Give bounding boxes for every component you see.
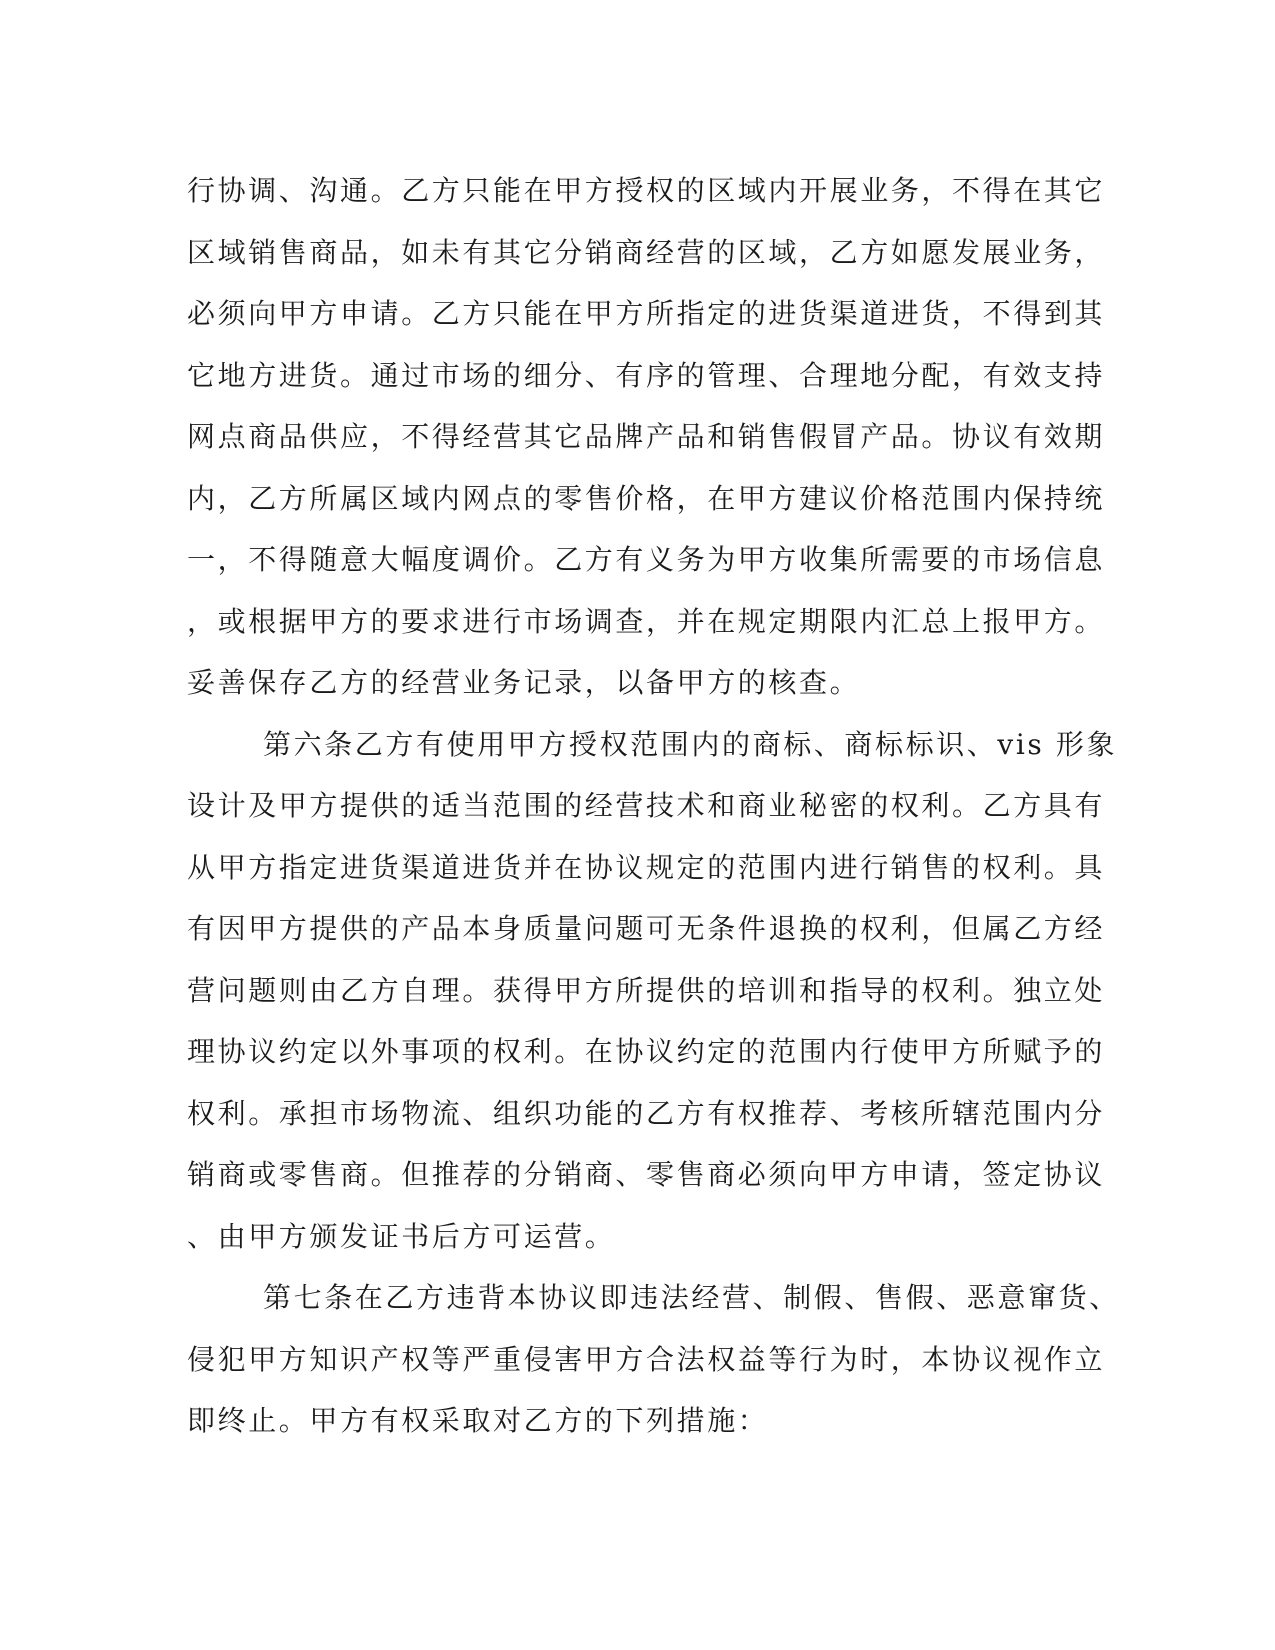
text-line: 行协调、沟通。乙方只能在甲方授权的区域内开展业务，不得在其它 [187, 174, 1106, 207]
text-line: ，或根据甲方的要求进行市场调查，并在规定期限内汇总上报甲方。 [187, 604, 1106, 638]
text-line: 必须向甲方申请。乙方只能在甲方所指定的进货渠道进货，不得到其 [187, 297, 1106, 330]
text-line: 、由甲方颁发证书后方可运营。 [187, 1219, 616, 1253]
text-line: 即终止。甲方有权采取对乙方的下列措施： [187, 1404, 769, 1437]
text-line: 权利。承担市场物流、组织功能的乙方有权推荐、考核所辖范围内分 [187, 1096, 1106, 1130]
text-line: 区域销售商品，如未有其它分销商经营的区域，乙方如愿发展业务， [187, 235, 1106, 269]
text-line: 销商或零售商。但推荐的分销商、零售商必须向甲方申请，签定协议 [187, 1158, 1106, 1191]
text-line: 第七条在乙方违背本协议即违法经营、制假、售假、恶意窜货、 [263, 1281, 1120, 1314]
text-line: 侵犯甲方知识产权等严重侵害甲方合法权益等行为时，本协议视作立 [187, 1342, 1106, 1376]
text-line: 妥善保存乙方的经营业务记录，以备甲方的核查。 [187, 666, 861, 699]
paragraph-article-6 [187, 714, 1118, 1268]
text-line: 它地方进货。通过市场的细分、有序的管理、合理地分配，有效支持 [187, 358, 1106, 392]
text-line: 从甲方指定进货渠道进货并在协议规定的范围内进行销售的权利。具 [187, 850, 1106, 884]
text-line: 一，不得随意大幅度调价。乙方有义务为甲方收集所需要的市场信息 [187, 543, 1106, 576]
text-line: 设计及甲方提供的适当范围的经营技术和商业秘密的权利。乙方具有 [187, 789, 1106, 822]
text-line: 第六条乙方有使用甲方授权范围内的商标、商标标识、vis 形象 [263, 727, 1118, 761]
text-line: 网点商品供应，不得经营其它品牌产品和销售假冒产品。协议有效期 [187, 420, 1106, 453]
text-line: 有因甲方提供的产品本身质量问题可无条件退换的权利，但属乙方经 [187, 912, 1106, 945]
paragraph-article-7 [187, 1267, 1120, 1452]
paragraph-continuation [187, 160, 1106, 714]
text-line: 营问题则由乙方自理。获得甲方所提供的培训和指导的权利。独立处 [187, 973, 1106, 1007]
text-line: 理协议约定以外事项的权利。在协议约定的范围内行使甲方所赋予的 [187, 1035, 1106, 1068]
document-body [187, 160, 1120, 1452]
text-line: 内，乙方所属区域内网点的零售价格，在甲方建议价格范围内保持统 [187, 481, 1106, 515]
